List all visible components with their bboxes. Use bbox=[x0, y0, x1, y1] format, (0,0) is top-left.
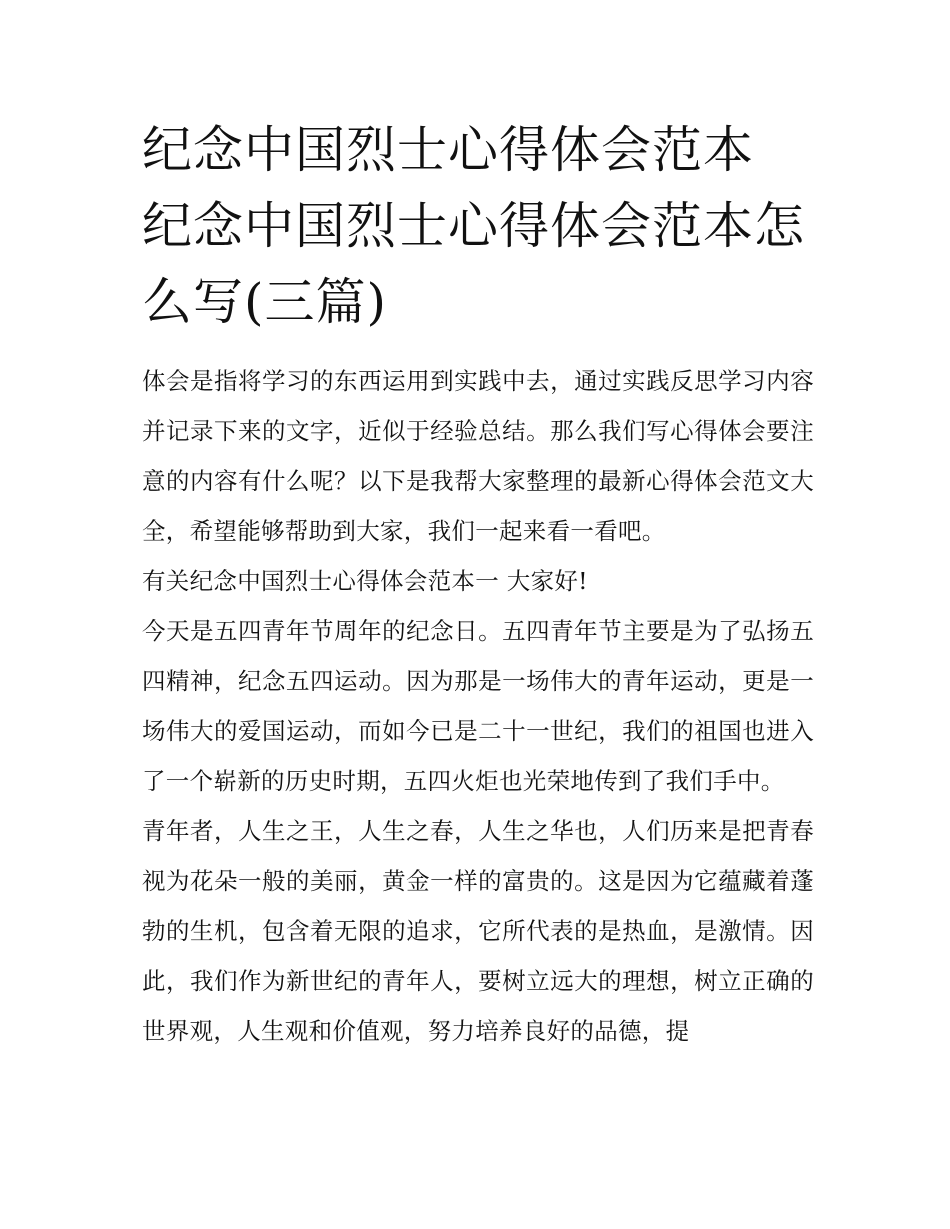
document-body bbox=[142, 356, 814, 1056]
paragraph-youth: 青年者，人生之王，人生之春，人生之华也，人们历来是把青春视为花朵一般的美丽，黄金一样的富贵的。这是因为它蕴藏着蓬勃的生机，包含着无限的追求，它所代表的是热血，是激情。因此，我们作为新世纪的青年人，要树立远大的理想，树立正确的世界观，人生观和价值观，努力培养良好的品德，提 bbox=[142, 817, 814, 1045]
paragraph-section-heading: 有关纪念中国烈士心得体会范本一 大家好! bbox=[142, 567, 588, 595]
paragraph-may-fourth: 今天是五四青年节周年的纪念日。五四青年节主要是为了弘扬五四精神，纪念五四运动。因为那是一场伟大的青年运动，更是一场伟大的爱国运动，而如今已是二十一世纪，我们的祖国也进入了一个崭新的历史时期，五四火炬也光荣地传到了我们手中。 bbox=[142, 617, 814, 795]
document-page bbox=[142, 112, 814, 1056]
document-title: 纪念中国烈士心得体会范本 纪念中国烈士心得体会范本怎么写(三篇) bbox=[142, 121, 805, 331]
paragraph-intro: 体会是指将学习的东西运用到实践中去，通过实践反思学习内容并记录下来的文字，近似于经验总结。那么我们写心得体会要注意的内容有什么呢？以下是我帮大家整理的最新心得体会范文大全，希望能够帮助到大家，我们一起来看一看吧。 bbox=[142, 367, 814, 545]
